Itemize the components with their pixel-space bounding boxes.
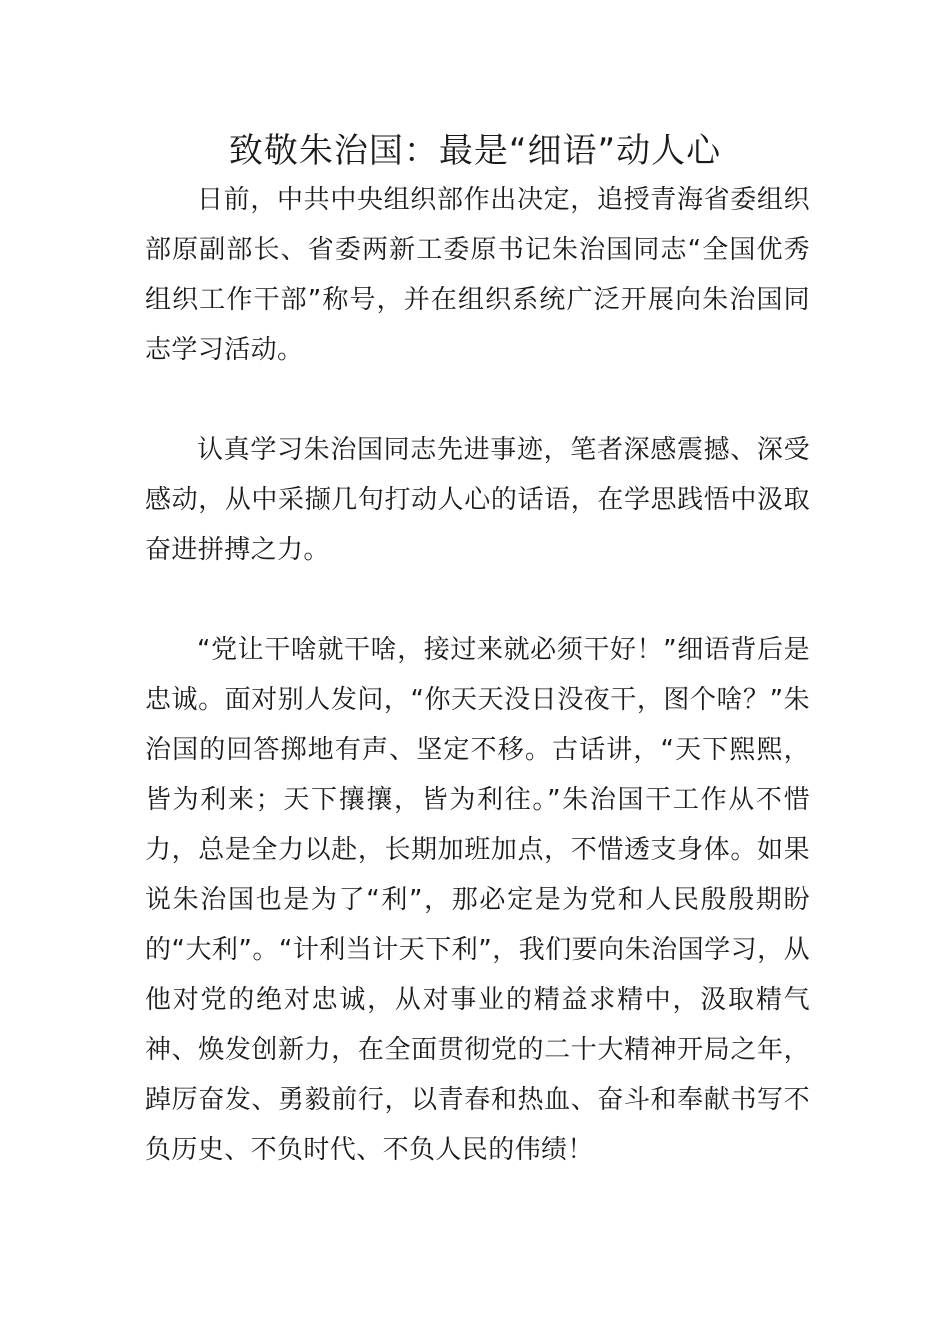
paragraph-spacer (145, 575, 810, 625)
paragraph-3: “党让干啥就干啥，接过来就必须干好！”细语背后是忠诚。面对别人发问，“你天天没日没夜干，图个啥？”朱治国的回答掷地有声、坚定不移。古话讲，“天下熙熙，皆为利来；天下攘攘，皆为利往。”朱治国干工作从不惜力，总是全力以赴，长期加班加点，不惜透支身体。如果说朱治国也是为了“利”，那必定是为党和人民殷殷期盼的“大利”。“计利当计天下利”，我们要向朱治国学习，从他对党的绝对忠诚，从对事业的精益求精中，汲取精气神、焕发创新力，在全面贯彻党的二十大精神开局之年，踔厉奋发、勇毅前行，以青春和热血、奋斗和奉献书写不负历史、不负时代、不负人民的伟绩！ (145, 635, 810, 1165)
document-body (145, 175, 810, 1175)
paragraph-2: 认真学习朱治国同志先进事迹，笔者深感震撼、深受感动，从中采撷几句打动人心的话语，在学思践悟中汲取奋进拼搏之力。 (145, 435, 810, 565)
paragraph-spacer (145, 375, 810, 425)
paragraph-1: 日前，中共中央组织部作出决定，追授青海省委组织部原副部长、省委两新工委原书记朱治国同志“全国优秀组织工作干部”称号，并在组织系统广泛开展向朱治国同志学习活动。 (145, 185, 810, 365)
document-title: 致敬朱治国：最是“细语”动人心 (228, 131, 722, 171)
